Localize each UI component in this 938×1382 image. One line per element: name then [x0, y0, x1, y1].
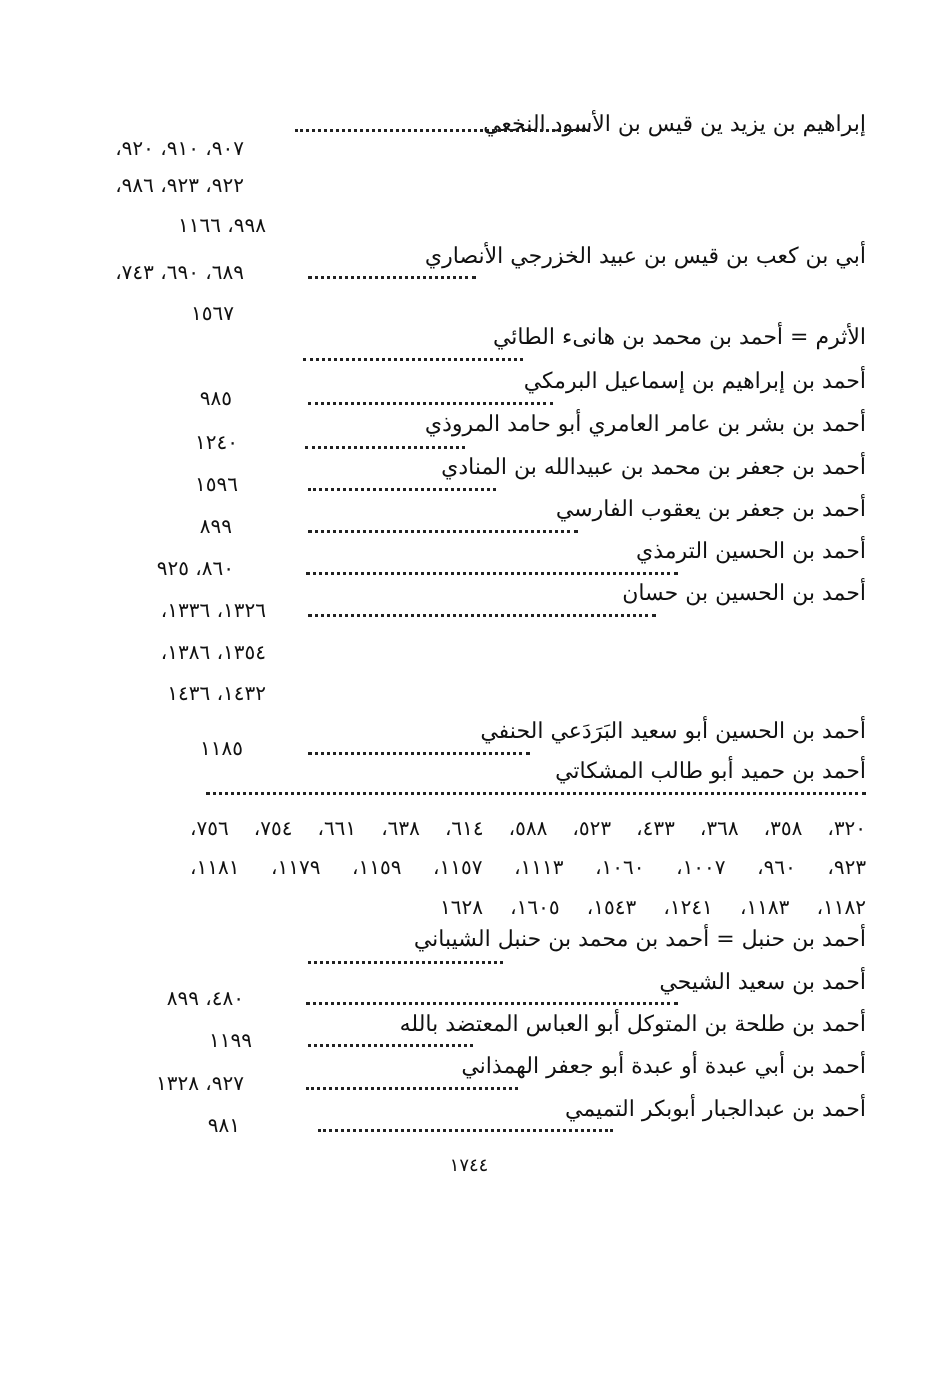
entry-pages: ٨٩٩: [0, 506, 938, 546]
entry-pages: ١٥٩٦: [0, 464, 938, 504]
entry-name: أحمد بن حميد أبو طالب المشكاتي: [555, 759, 866, 784]
leader-dots: [306, 1075, 518, 1090]
entry-name: أحمد بن سعيد الشيحي: [659, 970, 866, 995]
entry-pages: ٦٨٩، ٦٩٠، ٧٤٣،: [0, 252, 938, 292]
entry-name: أحمد بن طلحة بن المتوكل أبو العباس المعتضد بالله: [399, 1012, 866, 1037]
leader-dots: [308, 949, 503, 964]
entry-name: أبي بن كعب بن قيس بن عبيد الخزرجي الأنصاري: [424, 244, 866, 269]
leader-dots: [318, 1117, 613, 1132]
leader-dots: [305, 434, 465, 449]
entry-pages: ٩٢٣، ٩٦٠، ١٠٠٧، ١٠٦٠، ١١١٣، ١١٥٧، ١١٥٩، ١١٧٩، ١١٨١،: [190, 855, 867, 879]
entry-pages: ١٤٣٢، ١٤٣٦: [167, 681, 266, 705]
entry-pages: ١١٨٥: [0, 728, 938, 768]
leader-dots: [306, 990, 678, 1005]
entry-pages: ٩٢٧، ١٣٢٨: [0, 1063, 938, 1103]
entry-name: إبراهيم بن يزيد ين قيس بن الأسود النخعي: [483, 112, 866, 137]
entry-pages: ٩٨٥: [0, 378, 938, 418]
entry-pages: ١٣٥٤، ١٣٨٦،: [160, 640, 266, 664]
entry-name: أحمد بن جعفر بن يعقوب الفارسي: [555, 497, 866, 522]
entry-pages: ١١٨٢، ١١٨٣، ١٢٤١، ١٥٤٣، ١٦٠٥، ١٦٢٨: [440, 895, 867, 919]
entry-name: أحمد بن إبراهيم بن إسماعيل البرمكي: [523, 369, 866, 394]
entry-pages: ١١٩٩: [0, 1020, 938, 1060]
entry-pages: ٩٩٨، ١١٦٦: [177, 213, 266, 237]
entry-name: أحمد بن جعفر بن محمد بن عبيدالله بن المنادي: [441, 455, 866, 480]
entry-pages: ٨٦٠، ٩٢٥: [0, 548, 938, 588]
leader-dots: [308, 518, 578, 533]
leader-dots: [308, 476, 496, 491]
entry-pages: ٩٨١: [0, 1105, 938, 1145]
entry-name: أحمد بن الحسين بن حسان: [622, 581, 866, 606]
entry-pages: [0, 768, 938, 808]
entry-name: أحمد بن بشر بن عامر العامري أبو حامد المروذي: [424, 412, 866, 437]
entry-pages: ١٢٤٠: [0, 422, 938, 462]
leader-dots: [308, 390, 553, 405]
leader-dots: [308, 264, 476, 279]
entry-name: أحمد بن حنبل = أحمد بن محمد بن حنبل الشيباني: [413, 927, 866, 952]
entry-name: أحمد بن الحسين أبو سعيد البَرَدَعي الحنفي: [480, 719, 866, 744]
entry-pages: ٤٨٠، ٨٩٩: [0, 978, 938, 1018]
entry-pages: ١٣٢٦، ١٣٣٦،: [0, 590, 938, 630]
leader-dots: [303, 346, 523, 361]
entry-pages: ٩٢٢، ٩٢٣، ٩٨٦،: [115, 173, 244, 197]
leader-dots: [308, 1032, 473, 1047]
entry-name: الأثرم = أحمد بن محمد بن هانىء الطائي: [492, 325, 866, 350]
entry-pages: ٣٢٠، ٣٥٨، ٣٦٨، ٤٣٣، ٥٢٣، ٥٨٨، ٦١٤، ٦٣٨، ٦٦١، ٧٥٤، ٧٥٦،: [190, 816, 867, 840]
leader-dots: [308, 602, 656, 617]
entry-name: أحمد بن الحسين الترمذي: [635, 539, 866, 564]
entry-pages: ١٥٦٧: [191, 301, 234, 325]
leader-dots: [206, 780, 866, 795]
entry-name: أحمد بن عبدالجبار أبوبكر التميمي: [565, 1097, 866, 1122]
page-number: ١٧٤٤: [449, 1155, 489, 1176]
entry-pages: ٩٠٧، ٩١٠، ٩٢٠،: [115, 136, 244, 160]
entry-name: أحمد بن أبي عبدة أو عبدة أبو جعفر الهمذاني: [461, 1054, 866, 1079]
leader-dots: [306, 560, 678, 575]
